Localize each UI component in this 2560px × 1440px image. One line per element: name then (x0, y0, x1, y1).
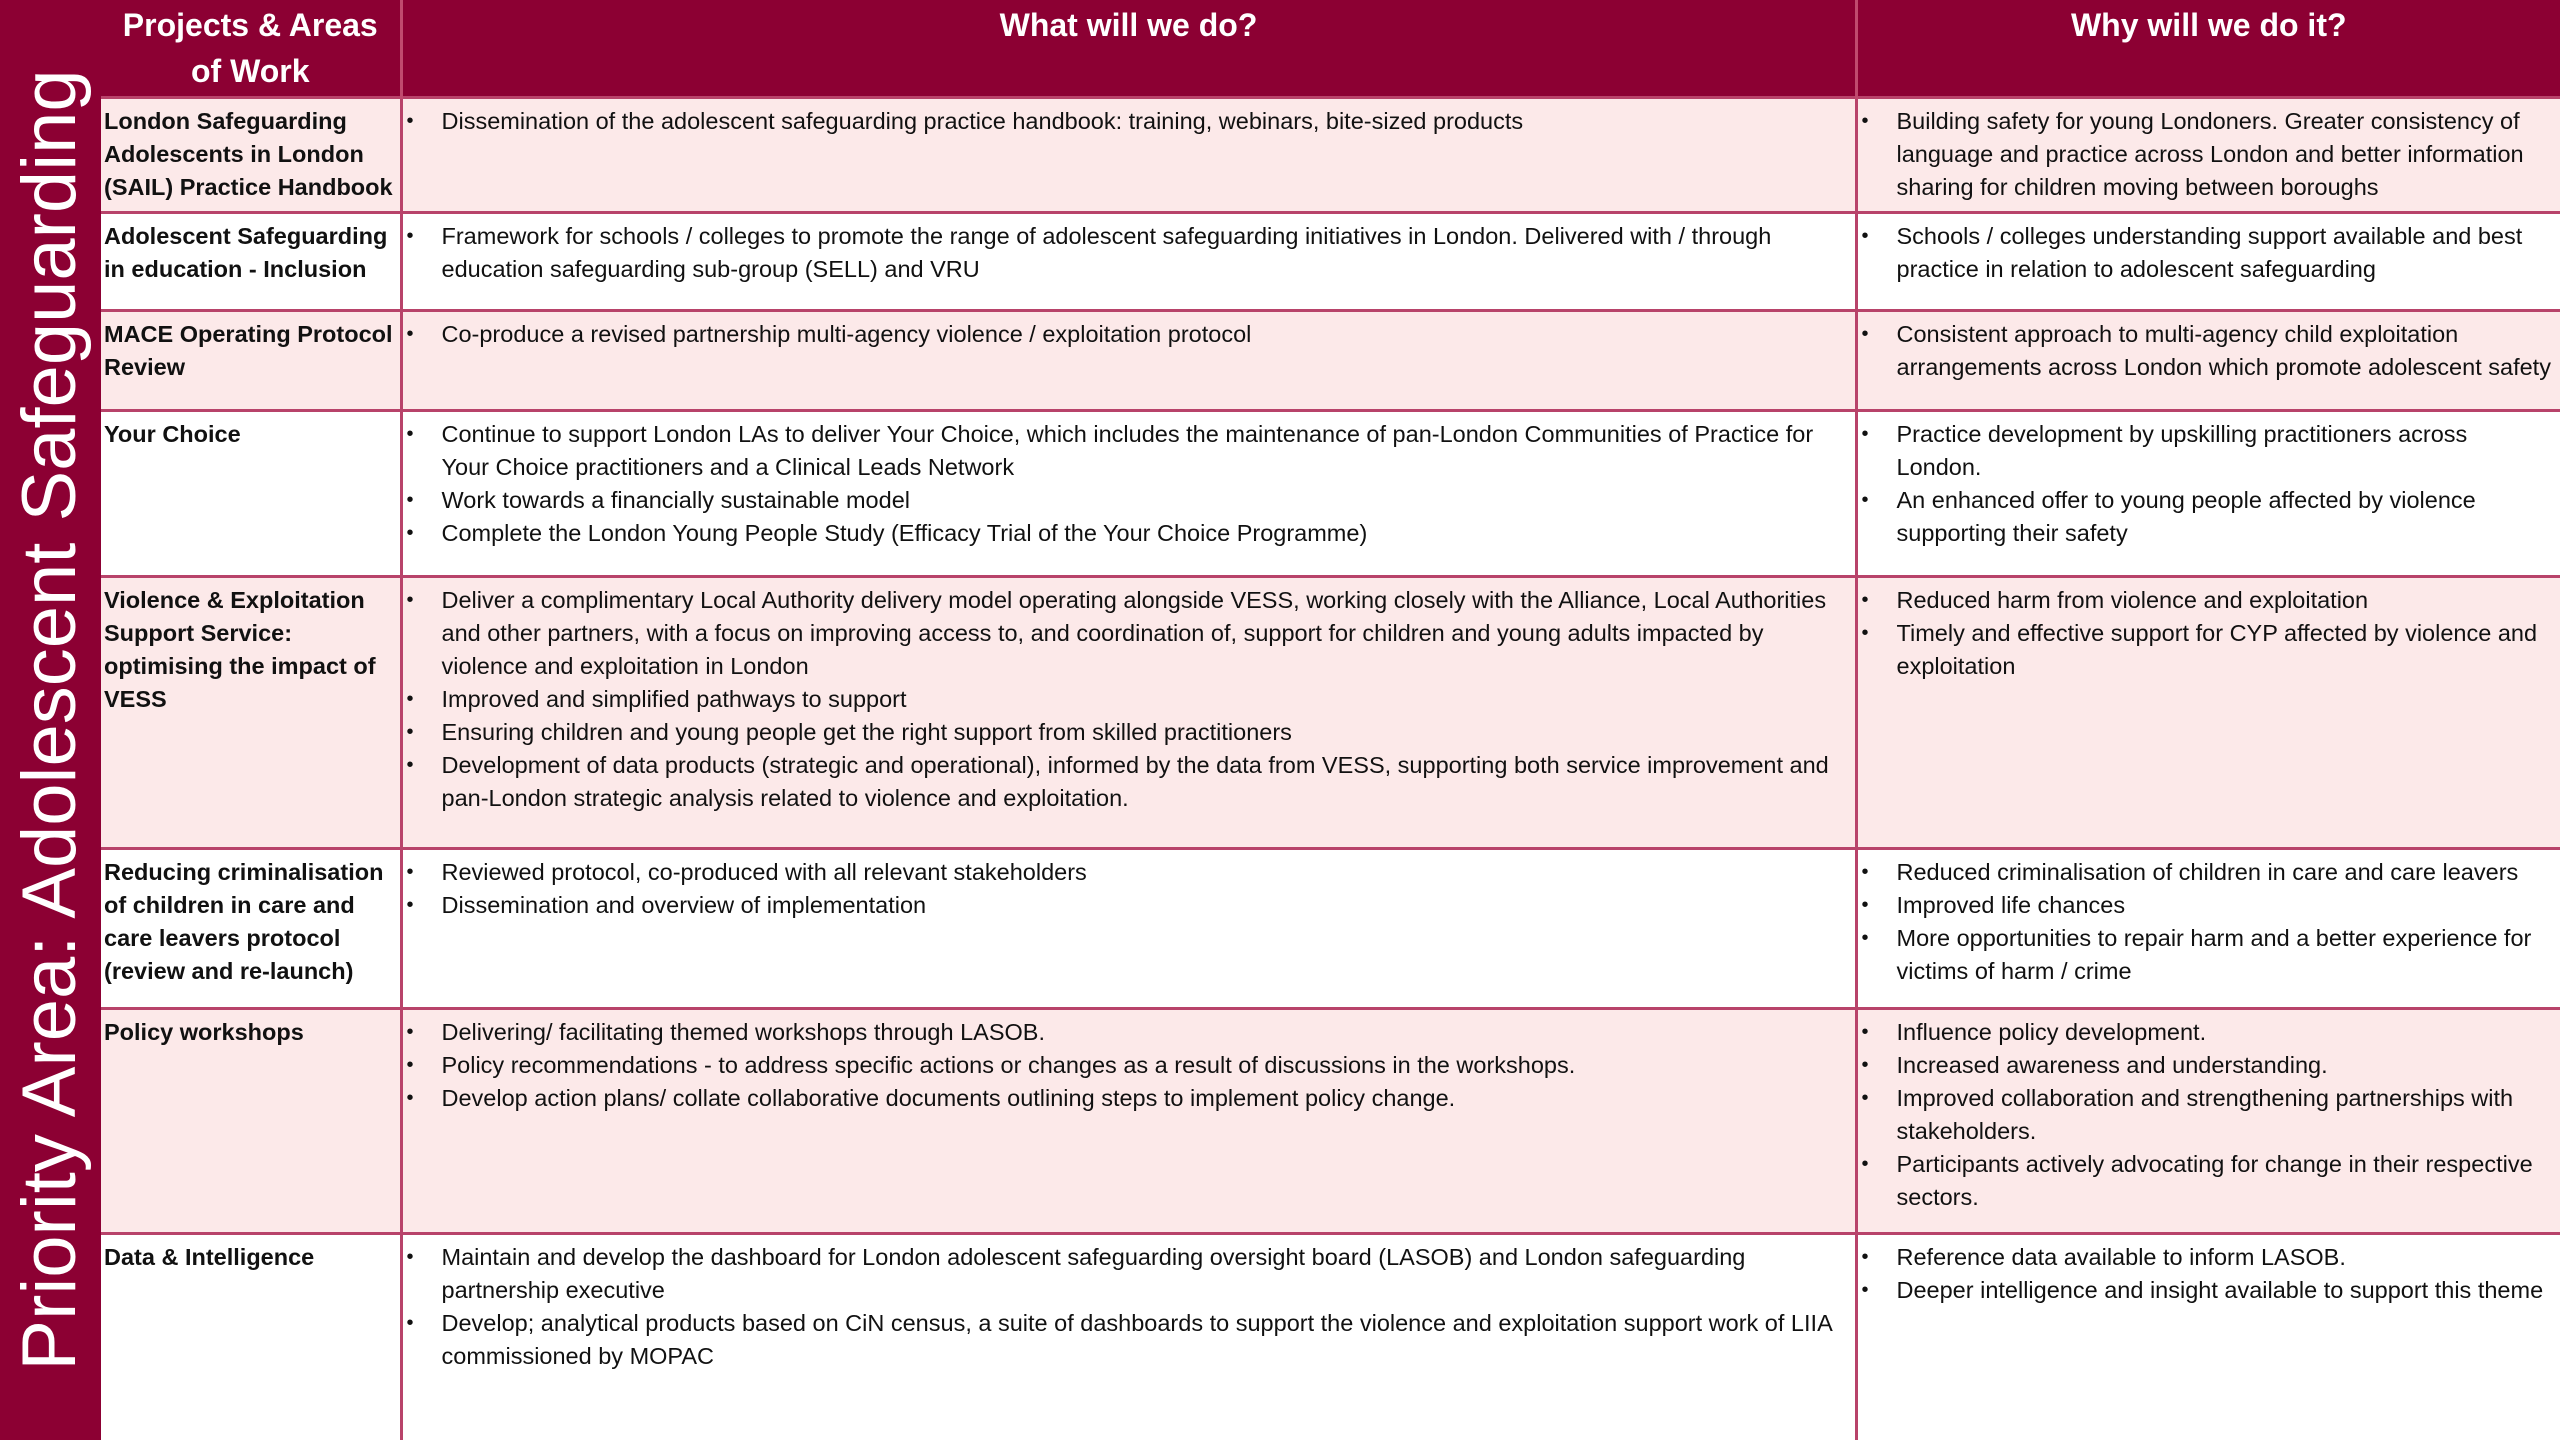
what-cell (401, 411, 1856, 577)
list-item: • Deeper intelligence and insight available to support this theme (1862, 1274, 2557, 1307)
list-item: • Ensuring children and young people get the right support from skilled practitioners (407, 716, 1851, 749)
table-row (101, 411, 2560, 577)
why-cell (1856, 1009, 2560, 1234)
what-cell (401, 1009, 1856, 1234)
table-row (101, 213, 2560, 311)
list-item: • An enhanced offer to young people affected by violence supporting their safety (1862, 484, 2557, 550)
list-item: • Increased awareness and understanding. (1862, 1049, 2557, 1082)
list-item: • Framework for schools / colleges to promote the range of adolescent safeguarding initiatives in London. Delivered with / through education safeguarding sub-group (SELL) and VRU (407, 220, 1851, 286)
what-cell (401, 213, 1856, 311)
list-item: • Complete the London Young People Study (Efficacy Trial of the Your Choice Programme) (407, 517, 1851, 550)
list-item: • Dissemination of the adolescent safeguarding practice handbook: training, webinars, bite-sized products (407, 105, 1851, 138)
header-row (101, 0, 2560, 98)
list-item: • Delivering/ facilitating themed workshops through LASOB. (407, 1016, 1851, 1049)
project-cell: Adolescent Safeguarding in education - Inclusion (101, 213, 401, 311)
list-item: • Participants actively advocating for change in their respective sectors. (1862, 1148, 2557, 1214)
table-row (101, 577, 2560, 849)
list-item: • More opportunities to repair harm and a better experience for victims of harm / crime (1862, 922, 2557, 988)
list-item: • Deliver a complimentary Local Authority delivery model operating alongside VESS, working closely with the Alliance, Local Authorities and other partners, with a focus on improving access to, and coordination of, support for children and young adults impacted by violence and exploitation in London (407, 584, 1851, 683)
list-item: • Reference data available to inform LASOB. (1862, 1241, 2557, 1274)
table-row (101, 311, 2560, 411)
list-item: • Building safety for young Londoners. Greater consistency of language and practice across London and better information sharing for children moving between boroughs (1862, 105, 2557, 204)
header-projects: Projects & Areas of Work (101, 0, 401, 98)
work-plan-table (101, 0, 2560, 1440)
project-cell: Policy workshops (101, 1009, 401, 1234)
what-cell (401, 311, 1856, 411)
project-cell: Reducing criminalisation of children in care and care leavers protocol (review and re-launch) (101, 849, 401, 1009)
list-item: • Improved and simplified pathways to support (407, 683, 1851, 716)
why-cell (1856, 98, 2560, 213)
project-cell: MACE Operating Protocol Review (101, 311, 401, 411)
table-row (101, 1234, 2560, 1440)
table-row (101, 1009, 2560, 1234)
why-cell (1856, 1234, 2560, 1440)
project-cell: Violence & Exploitation Support Service: optimising the impact of VESS (101, 577, 401, 849)
project-cell: Your Choice (101, 411, 401, 577)
list-item: • Develop; analytical products based on CiN census, a suite of dashboards to support the violence and exploitation support work of LIIA commissioned by MOPAC (407, 1307, 1851, 1373)
project-cell: Data & Intelligence (101, 1234, 401, 1440)
why-cell (1856, 849, 2560, 1009)
list-item: • Practice development by upskilling practitioners across London. (1862, 418, 2557, 484)
list-item: • Reduced harm from violence and exploitation (1862, 584, 2557, 617)
list-item: • Co-produce a revised partnership multi-agency violence / exploitation protocol (407, 318, 1851, 351)
list-item: • Policy recommendations - to address specific actions or changes as a result of discussions in the workshops. (407, 1049, 1851, 1082)
list-item: • Develop action plans/ collate collaborative documents outlining steps to implement policy change. (407, 1082, 1851, 1115)
what-cell (401, 577, 1856, 849)
table-row (101, 98, 2560, 213)
project-cell: London Safeguarding Adolescents in London (SAIL) Practice Handbook (101, 98, 401, 213)
list-item: • Continue to support London LAs to deliver Your Choice, which includes the maintenance of pan-London Communities of Practice for Your Choice practitioners and a Clinical Leads Network (407, 418, 1851, 484)
priority-area-title: Priority Area: Adolescent Safeguarding (7, 69, 92, 1371)
list-item: • Improved collaboration and strengthening partnerships with stakeholders. (1862, 1082, 2557, 1148)
why-cell (1856, 577, 2560, 849)
list-item: • Maintain and develop the dashboard for London adolescent safeguarding oversight board (LASOB) and London safeguarding partnership executive (407, 1241, 1851, 1307)
why-cell (1856, 311, 2560, 411)
what-cell (401, 849, 1856, 1009)
list-item: • Improved life chances (1862, 889, 2557, 922)
list-item: • Development of data products (strategic and operational), informed by the data from VESS, supporting both service improvement and pan-London strategic analysis related to violence and exploitation. (407, 749, 1851, 815)
header-what: What will we do? (401, 0, 1856, 98)
what-cell (401, 1234, 1856, 1440)
list-item: • Timely and effective support for CYP affected by violence and exploitation (1862, 617, 2557, 683)
list-item: • Consistent approach to multi-agency child exploitation arrangements across London which promote adolescent safety (1862, 318, 2557, 384)
what-cell (401, 98, 1856, 213)
list-item: • Reduced criminalisation of children in care and care leavers (1862, 856, 2557, 889)
list-item: • Reviewed protocol, co-produced with all relevant stakeholders (407, 856, 1851, 889)
priority-area-band (0, 0, 101, 1440)
why-cell (1856, 411, 2560, 577)
why-cell (1856, 213, 2560, 311)
list-item: • Dissemination and overview of implementation (407, 889, 1851, 922)
list-item: • Influence policy development. (1862, 1016, 2557, 1049)
list-item: • Schools / colleges understanding support available and best practice in relation to adolescent safeguarding (1862, 220, 2557, 286)
table-row (101, 849, 2560, 1009)
header-why: Why will we do it? (1856, 0, 2560, 98)
list-item: • Work towards a financially sustainable model (407, 484, 1851, 517)
